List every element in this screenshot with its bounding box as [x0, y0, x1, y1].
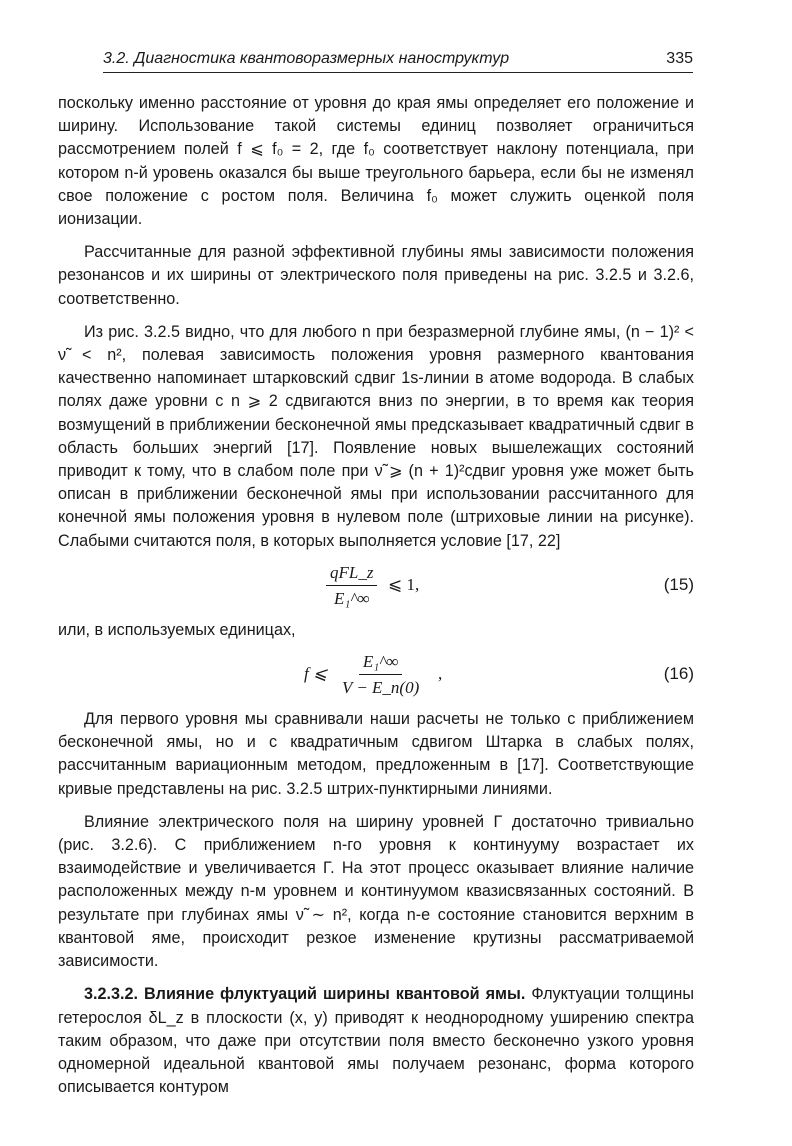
eq15-number: (15)	[663, 574, 694, 594]
paragraph-5: Для первого уровня мы сравнивали наши расчеты не только с приближением бесконечной ямы, но и с квадратичным сдвигом Штарка в слабых полях, рассчитанным вариационным методом, предложенным в [17]. Соответствующие кривые представлены на рис. 3.2.5 штрих-пунктирными линиями.	[58, 710, 694, 798]
equation-16	[58, 650, 694, 700]
eq15-numerator: qFL_z	[326, 561, 377, 586]
eq16-numerator: E₁^∞	[359, 650, 403, 675]
page-number: 335	[666, 50, 693, 67]
eq15-relation: ⩽ 1,	[388, 574, 420, 594]
running-header	[103, 50, 693, 73]
eq16-number: (16)	[663, 664, 694, 684]
eq16-denominator: V − E_n(0)	[342, 678, 420, 698]
paragraph-4: или, в используемых единицах,	[58, 620, 296, 639]
paragraph-1: поскольку именно расстояние от уровня до края ямы определяет его положение и ширину. Использование такой системы единиц позволяет ограничиться рассмотрением полей f ⩽ f₀ = 2, где f₀ соответствует наклону потенциала, при котором n-й уровень оказался бы выше треугольного барьера, если бы не изменял свое положение с ростом поля. Величина f₀ может служить оценкой поля ионизации.	[58, 94, 694, 229]
section-title: 3.2. Диагностика квантоворазмерных наноструктур	[103, 50, 510, 67]
page-body	[58, 92, 694, 1099]
equation-15	[58, 561, 694, 611]
paragraph-7	[58, 983, 694, 1099]
paragraph-3: Из рис. 3.2.5 видно, что для любого n при безразмерной глубине ямы, (n − 1)² < ν̃ < n², полевая зависимость положения уровня размерного квантования качественно напоминает штарковский сдвиг 1s-линии в атоме водорода. В слабых полях даже уровни с n ⩾ 2 сдвигаются вниз по энергии, в то время как теория возмущений в приближении бесконечной ямы предсказывает квадратичный сдвиг в область больших энергий [17]. Появление новых вышележащих состояний приводит к тому, что в слабом поле при ν̃ ⩾ (n + 1)²сдвиг уровня уже может быть описан в приближении бесконечной ямы при использовании рассчитанного для конечной ямы положения уровня в нулевом поле (штриховые линии на рисунке). Слабыми считаются поля, в которых выполняется условие [17, 22]	[58, 322, 694, 550]
paragraph-6: Влияние электрического поля на ширину уровней Γ достаточно тривиально (рис. 3.2.6). С приближением n-го уровня к континууму возрастает их взаимодействие и увеличивается Γ. На этот процесс оказывает влияние наличие расположенных между n-м уровнем и континуумом квазисвязанных состояний. В результате при глубинах ямы ν̃ ∼ n², когда n-е состояние становится верхним в квантовой яме, происходит резкое изменение крутизны рассматриваемой зависимости.	[58, 812, 694, 971]
eq16-lhs: f ⩽	[304, 664, 328, 684]
paragraph-2: Рассчитанные для разной эффективной глубины ямы зависимости положения резонансов и их ширины от электрического поля приведены на рис. 3.2.5 и 3.2.6, соответственно.	[58, 243, 694, 308]
eq15-fraction	[326, 561, 377, 610]
eq16-fraction	[338, 650, 423, 699]
eq16-trail: ,	[438, 664, 443, 684]
eq15-denominator: E₁^∞	[333, 589, 370, 609]
subsection-heading: 3.2.3.2. Влияние флуктуаций ширины квантовой ямы.	[84, 985, 526, 1004]
paragraph-7-text: Флуктуации толщины гетерослоя δL_z в плоскости (x, y) приводят к неоднородному уширению спектра таким образом, что даже при отсутствии поля вместо бесконечно узкого уровня одномерной идеальной квантовой ямы получаем резонанс, форма которого описывается контуром	[58, 985, 694, 1097]
